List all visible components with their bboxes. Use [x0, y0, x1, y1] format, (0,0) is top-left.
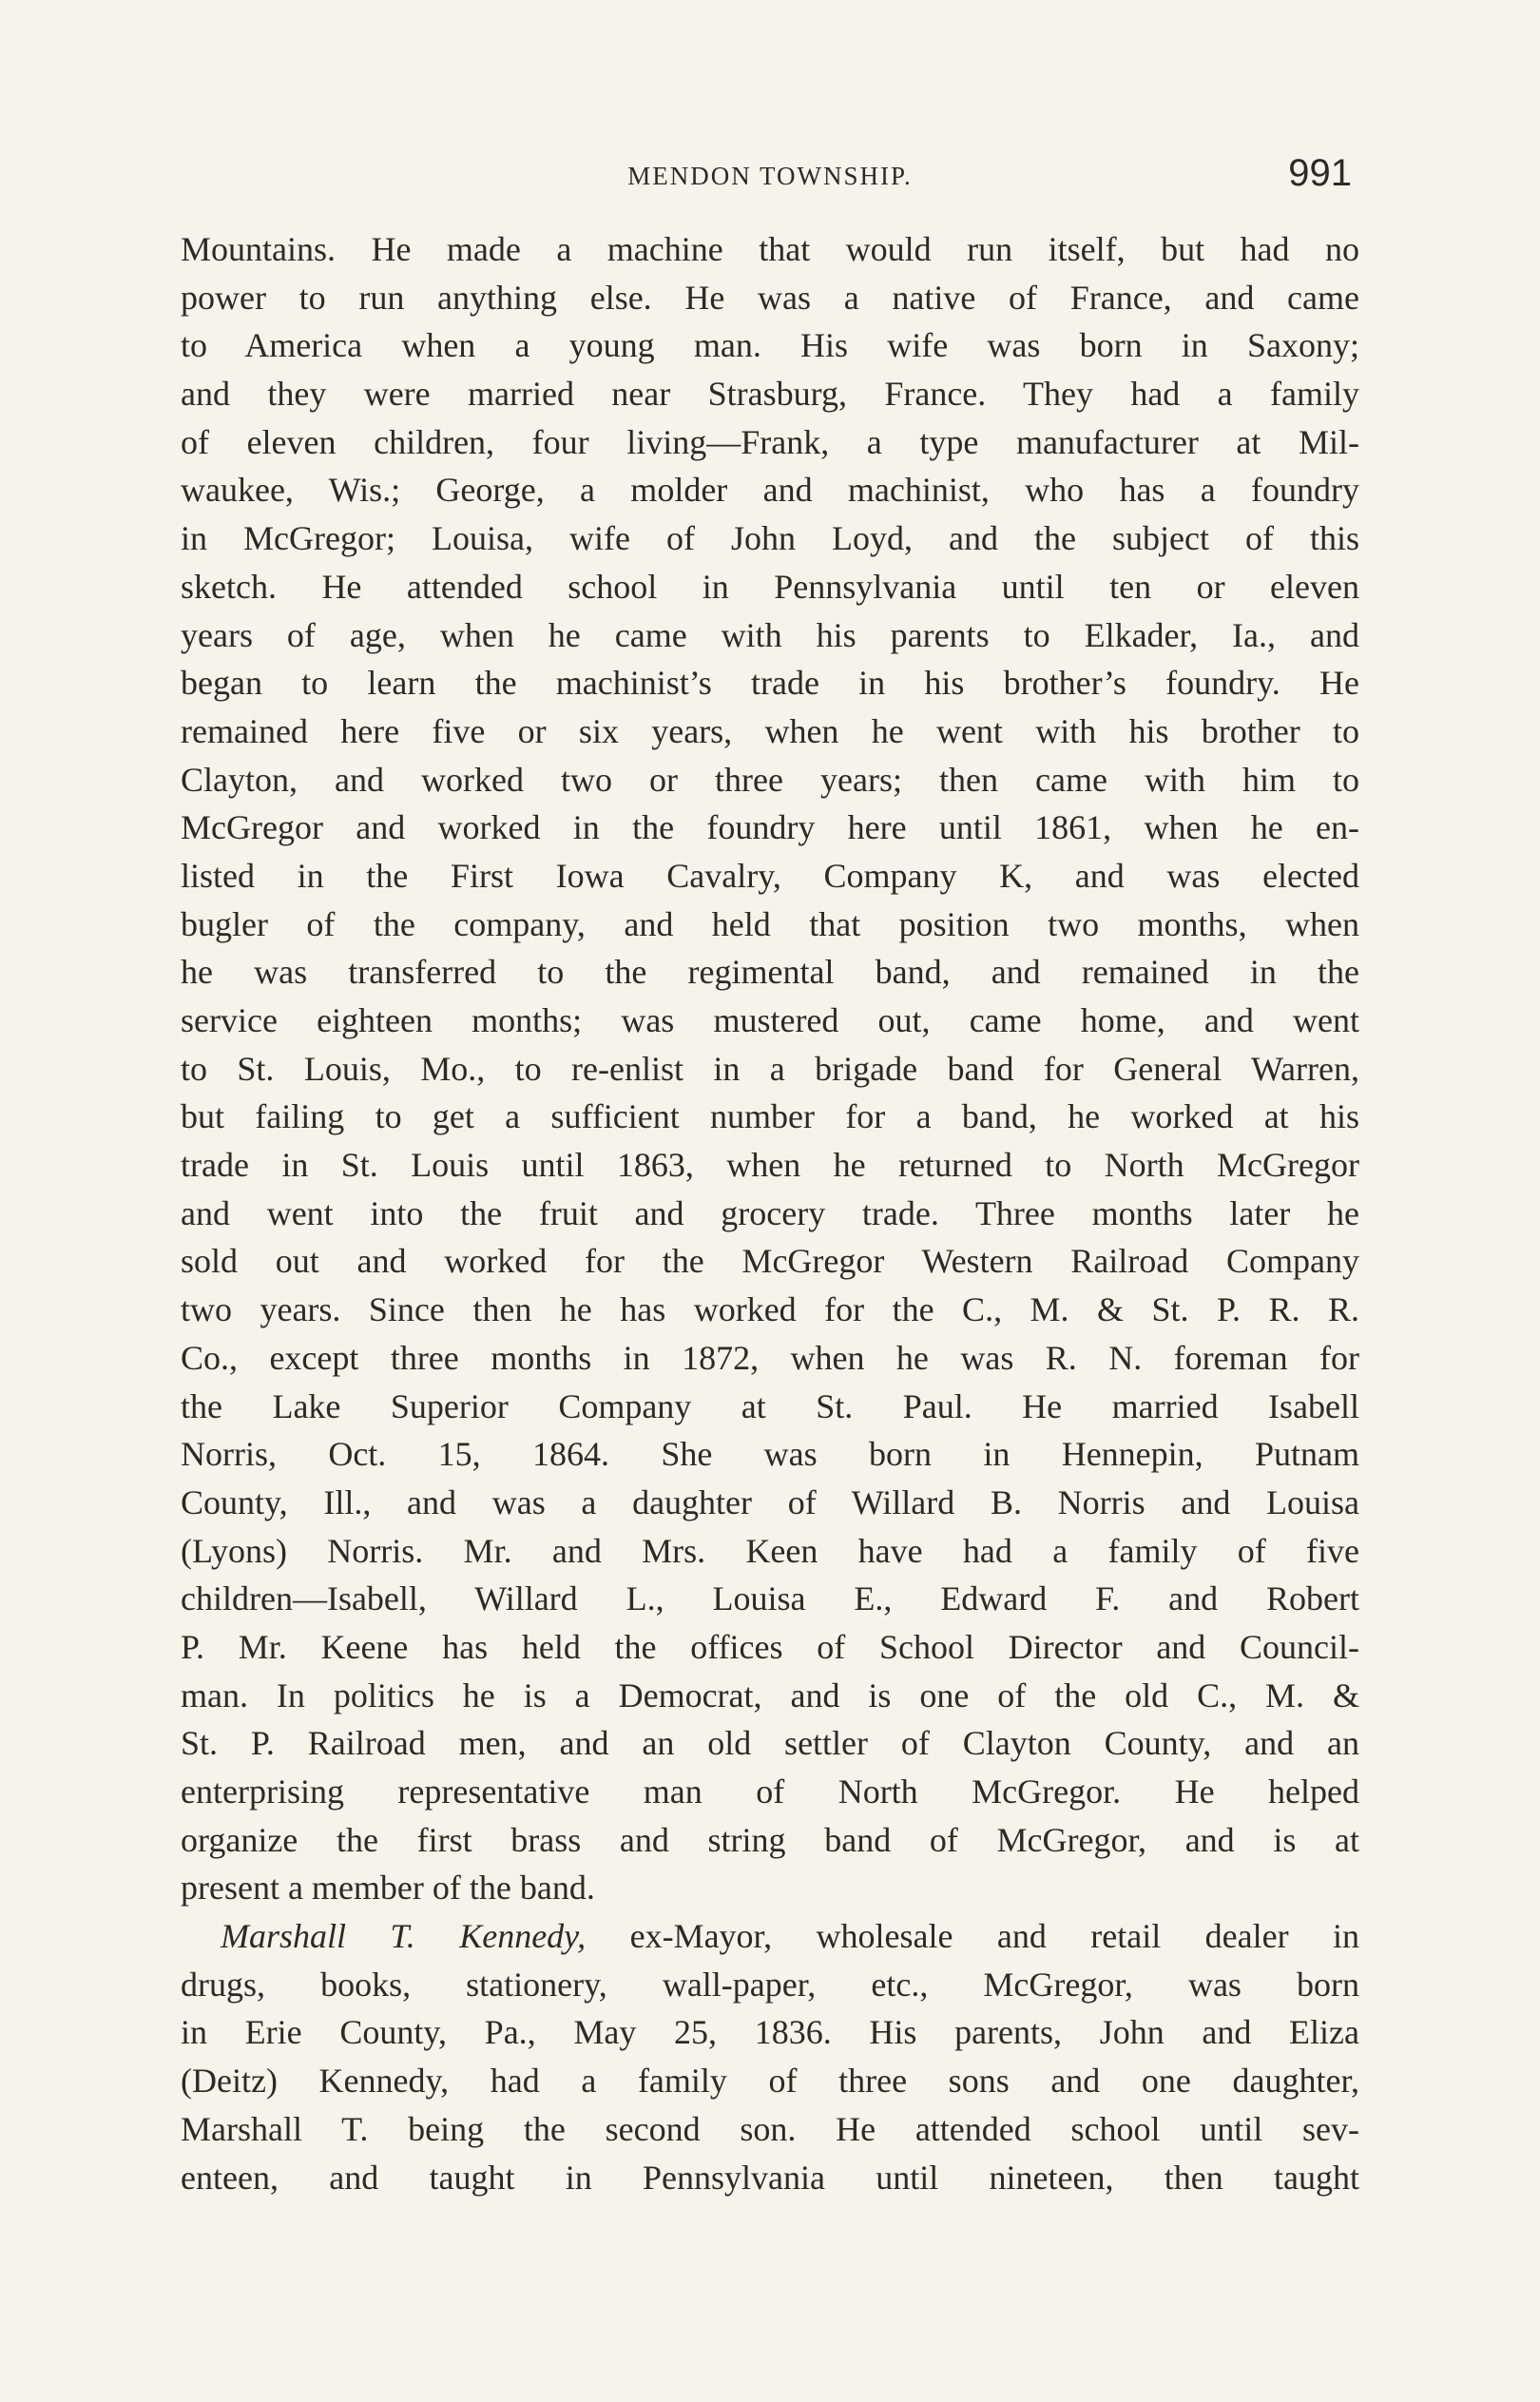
text-line: enterprising representative man of North McGregor. He helped [181, 1772, 1359, 1811]
text-line: man. In politics he is a Democrat, and is one of the old C., M. & [181, 1676, 1359, 1714]
text-line: to St. Louis, Mo., to re-enlist in a brigade band for General Warren, [181, 1049, 1359, 1088]
text-line: he was transferred to the regimental band, and remained in the [181, 953, 1359, 992]
text-line: and they were married near Strasburg, France. They had a family [181, 375, 1359, 414]
text-line: trade in St. Louis until 1863, when he returned to North McGregor [181, 1146, 1359, 1185]
page-title: MENDON TOWNSHIP. [627, 162, 913, 190]
text-line: sketch. He attended school in Pennsylvania until ten or eleven [181, 567, 1359, 606]
text-line: bugler of the company, and held that position two months, when [181, 904, 1359, 943]
text-line: St. P. Railroad men, and an old settler of Clayton County, and an [181, 1724, 1359, 1763]
text-line: sold out and worked for the McGregor Western Railroad Company [181, 1242, 1359, 1281]
text-line: in Erie County, Pa., May 25, 1836. His parents, John and Eliza [181, 2013, 1359, 2052]
text-line: P. Mr. Keene has held the offices of School Director and Council- [181, 1627, 1359, 1666]
text-line [181, 1912, 1359, 1961]
text-line: organize the first brass and string band of McGregor, and is at [181, 1820, 1359, 1859]
text-line: of eleven children, four living—Frank, a type manufacturer at Mil- [181, 422, 1359, 461]
text-line: power to run anything else. He was a native of France, and came [181, 278, 1359, 317]
text-line: and went into the fruit and grocery trade. Three months later he [181, 1193, 1359, 1232]
page-number: 991 [1288, 152, 1352, 194]
text-line: service eighteen months; was mustered out, came home, and went [181, 1001, 1359, 1039]
entry-name: Marshall T. Kennedy, [221, 1917, 587, 1956]
text-line: present a member of the band. [181, 1869, 595, 1908]
text-line: (Deitz) Kennedy, had a family of three sons and one daughter, [181, 2062, 1359, 2101]
text-line: but failing to get a sufficient number for a band, he worked at his [181, 1097, 1359, 1136]
paragraph-kennedy [181, 1912, 1359, 2201]
text-line-rest: ex-Mayor, wholesale and retail dealer in [586, 1917, 1359, 1956]
text-line: two years. Since then he has worked for the C., M. & St. P. R. R. [181, 1290, 1359, 1329]
text-line: the Lake Superior Company at St. Paul. He married Isabell [181, 1386, 1359, 1425]
text-line: drugs, books, stationery, wall-paper, etc., McGregor, was born [181, 1965, 1359, 2004]
text-line: to America when a young man. His wife was born in Saxony; [181, 326, 1359, 365]
text-line: Norris, Oct. 15, 1864. She was born in Hennepin, Putnam [181, 1435, 1359, 1474]
text-line: began to learn the machinist’s trade in his brother’s foundry. He [181, 664, 1359, 703]
text-line: waukee, Wis.; George, a molder and machinist, who has a foundry [181, 471, 1359, 510]
text-line: (Lyons) Norris. Mr. and Mrs. Keen have had a family of five [181, 1531, 1359, 1570]
text-line: Marshall T. being the second son. He attended school until sev- [181, 2109, 1359, 2148]
text-line: years of age, when he came with his parents to Elkader, Ia., and [181, 615, 1359, 654]
text-line: children—Isabell, Willard L., Louisa E., Edward F. and Robert [181, 1579, 1359, 1618]
text-line: listed in the First Iowa Cavalry, Company K, and was elected [181, 856, 1359, 895]
text-line: remained here five or six years, when he went with his brother to [181, 711, 1359, 750]
text-line: enteen, and taught in Pennsylvania until nineteen, then taught [181, 2158, 1359, 2197]
text-line: in McGregor; Louisa, wife of John Loyd, and the subject of this [181, 519, 1359, 558]
text-line: McGregor and worked in the foundry here until 1861, when he en- [181, 808, 1359, 847]
paragraph-keen [181, 225, 1359, 1912]
text-line: County, Ill., and was a daughter of Willard B. Norris and Louisa [181, 1482, 1359, 1521]
running-header [181, 152, 1359, 200]
text-line: Mountains. He made a machine that would run itself, but had no [181, 230, 1359, 268]
text-line: Co., except three months in 1872, when he was R. N. foreman for [181, 1338, 1359, 1377]
body-text [181, 225, 1359, 2201]
text-line: Clayton, and worked two or three years; then came with him to [181, 760, 1359, 799]
